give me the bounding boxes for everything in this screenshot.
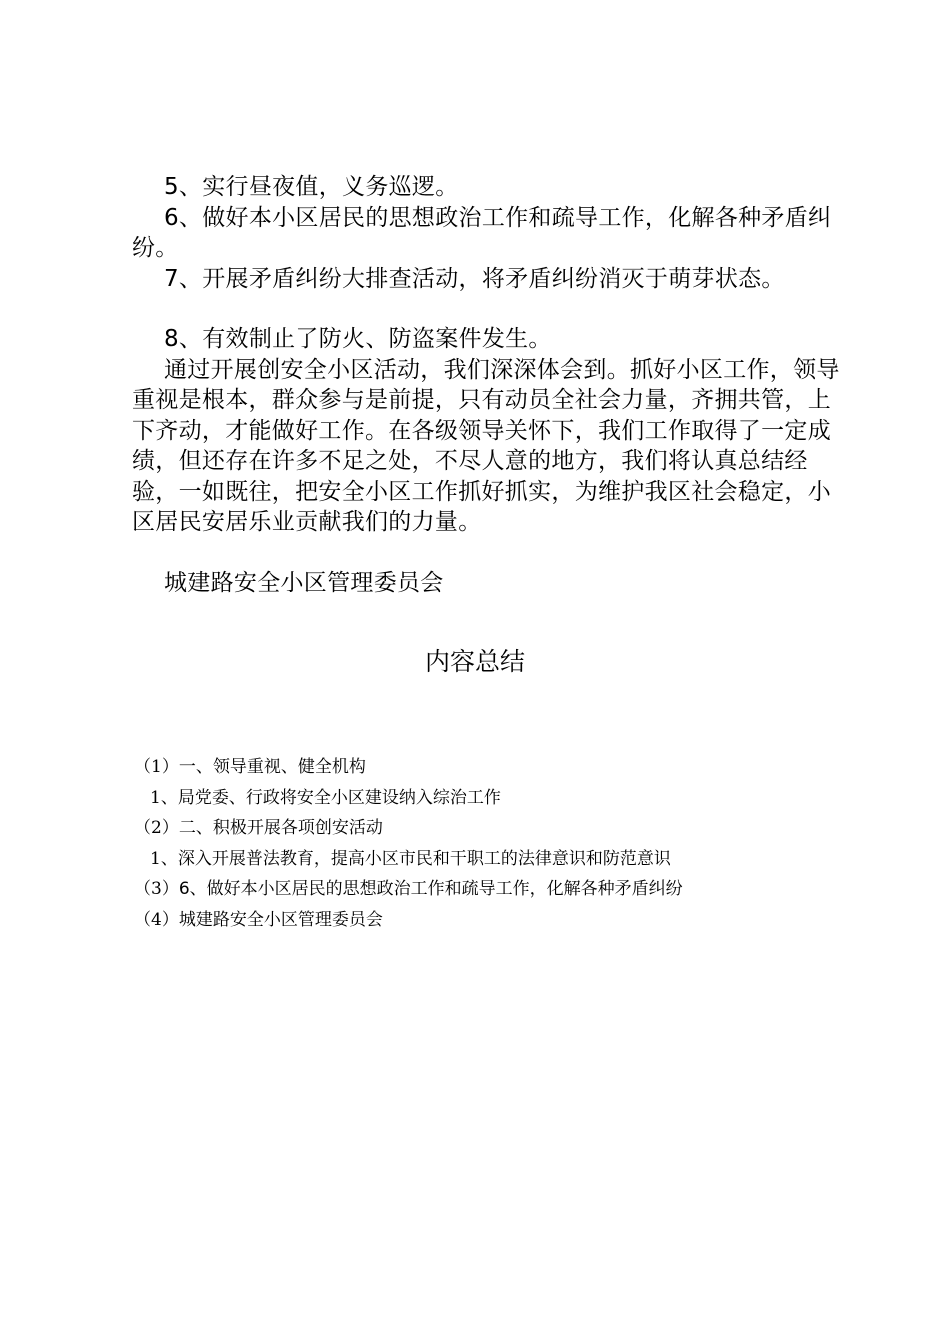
- summary-item-marker: （2）: [134, 818, 179, 838]
- summary-item: [134, 752, 854, 783]
- summary-item: [134, 874, 854, 905]
- summary-item: [134, 783, 854, 814]
- summary-item-text: 局党委、行政将安全小区建设纳入综治工作: [177, 787, 501, 808]
- summary-item-text: 深入开展普法教育，提高小区市民和干职工的法律意识和防范意识: [177, 848, 671, 869]
- summary-item-marker: 1、: [150, 787, 178, 808]
- summary-list: [134, 752, 854, 935]
- summary-item-marker: 1、: [150, 848, 178, 869]
- summary-item-text: 二、积极开展各项创安活动: [178, 818, 383, 838]
- paragraph-conclusion: 通过开展创安全小区活动，我们深深体会到。抓好小区工作，领导重视是根本，群众参与是前提，只有动员全社会力量，齐拥共管，上下齐动，才能做好工作。在各级领导关怀下，我们工作取得了一定成绩，但还存在许多不足之处，不尽人意的地方，我们将认真总结经验，一如既往，把安全小区工作抓好抓实，为维护我区社会稳定，小区居民安居乐业贡献我们的力量。: [132, 356, 840, 535]
- summary-item-text: 6、做好本小区居民的思想政治工作和疏导工作，化解各种矛盾纠纷: [178, 879, 683, 899]
- paragraph-item-6: 6、做好本小区居民的思想政治工作和疏导工作，化解各种矛盾纠纷。: [132, 204, 832, 261]
- summary-item-text: 城建路安全小区管理委员会: [178, 909, 383, 930]
- document-body: [132, 172, 852, 598]
- summary-item: [134, 844, 854, 875]
- summary-title: 内容总结: [424, 647, 525, 676]
- summary-item-marker: （4）: [134, 909, 179, 930]
- summary-item-marker: （3）: [134, 879, 179, 899]
- summary-item-text: 一、领导重视、健全机构: [178, 757, 366, 777]
- summary-item: [134, 813, 854, 844]
- signature: 城建路安全小区管理委员会: [164, 569, 444, 596]
- summary-item-marker: （1）: [134, 757, 179, 777]
- paragraph-item-5: 5、实行昼夜值，义务巡逻。: [164, 174, 459, 200]
- paragraph-item-8: 8、有效制止了防火、防盗案件发生。: [164, 326, 552, 352]
- summary-item: [134, 905, 854, 936]
- paragraph-item-7: 7、开展矛盾纠纷大排查活动，将矛盾纠纷消灭于萌芽状态。: [164, 265, 785, 292]
